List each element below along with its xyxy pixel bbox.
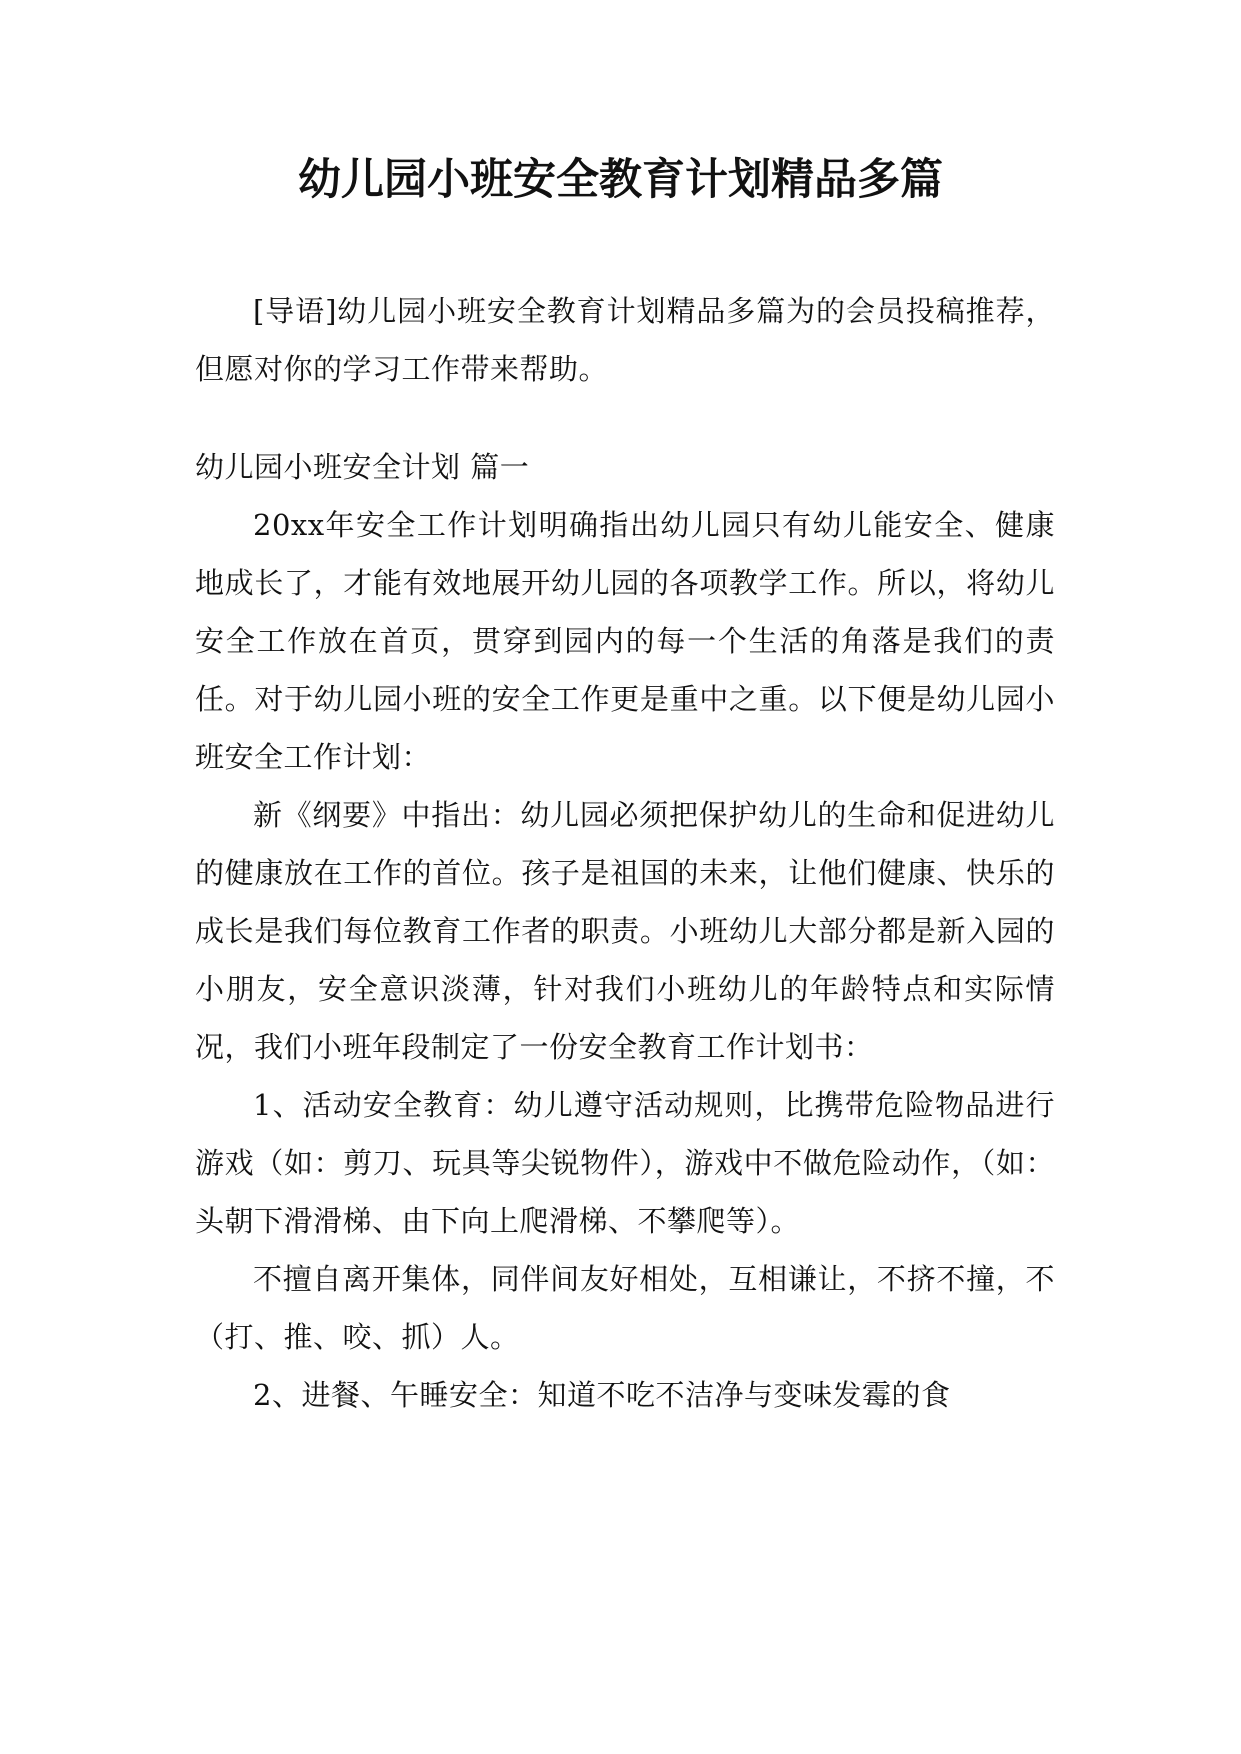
intro-paragraph: [导语]幼儿园小班安全教育计划精品多篇为的会员投稿推荐，但愿对你的学习工作带来帮助。 [195,294,1055,386]
body-paragraph: 1、活动安全教育：幼儿遵守活动规则，比携带危险物品进行游戏（如：剪刀、玩具等尖锐物件），游戏中不做危险动作，（如：头朝下滑滑梯、由下向上爬滑梯、不攀爬等）。 [195,1088,1055,1238]
document-title: 幼儿园小班安全教育计划精品多篇 [298,155,943,205]
spacer [195,398,1055,438]
document-body [195,282,1055,1424]
body-paragraph: 新《纲要》中指出：幼儿园必须把保护幼儿的生命和促进幼儿的健康放在工作的首位。孩子是祖国的未来，让他们健康、快乐的成长是我们每位教育工作者的职责。小班幼儿大部分都是新入园的小朋友，安全意识淡薄，针对我们小班幼儿的年龄特点和实际情况，我们小班年段制定了一份安全教育工作计划书： [195,798,1055,1064]
section-heading: 幼儿园小班安全计划 篇一 [195,450,530,484]
body-paragraph: 不擅自离开集体，同伴间友好相处，互相谦让，不挤不撞，不（打、推、咬、抓）人。 [195,1262,1055,1354]
body-paragraph: 20xx年安全工作计划明确指出幼儿园只有幼儿能安全、健康地成长了，才能有效地展开幼儿园的各项教学工作。所以，将幼儿安全工作放在首页，贯穿到园内的每一个生活的角落是我们的责任。对于幼儿园小班的安全工作更是重中之重。以下便是幼儿园小班安全工作计划： [195,508,1055,774]
body-paragraph: 2、进餐、午睡安全：知道不吃不洁净与变味发霉的食 [253,1378,951,1412]
